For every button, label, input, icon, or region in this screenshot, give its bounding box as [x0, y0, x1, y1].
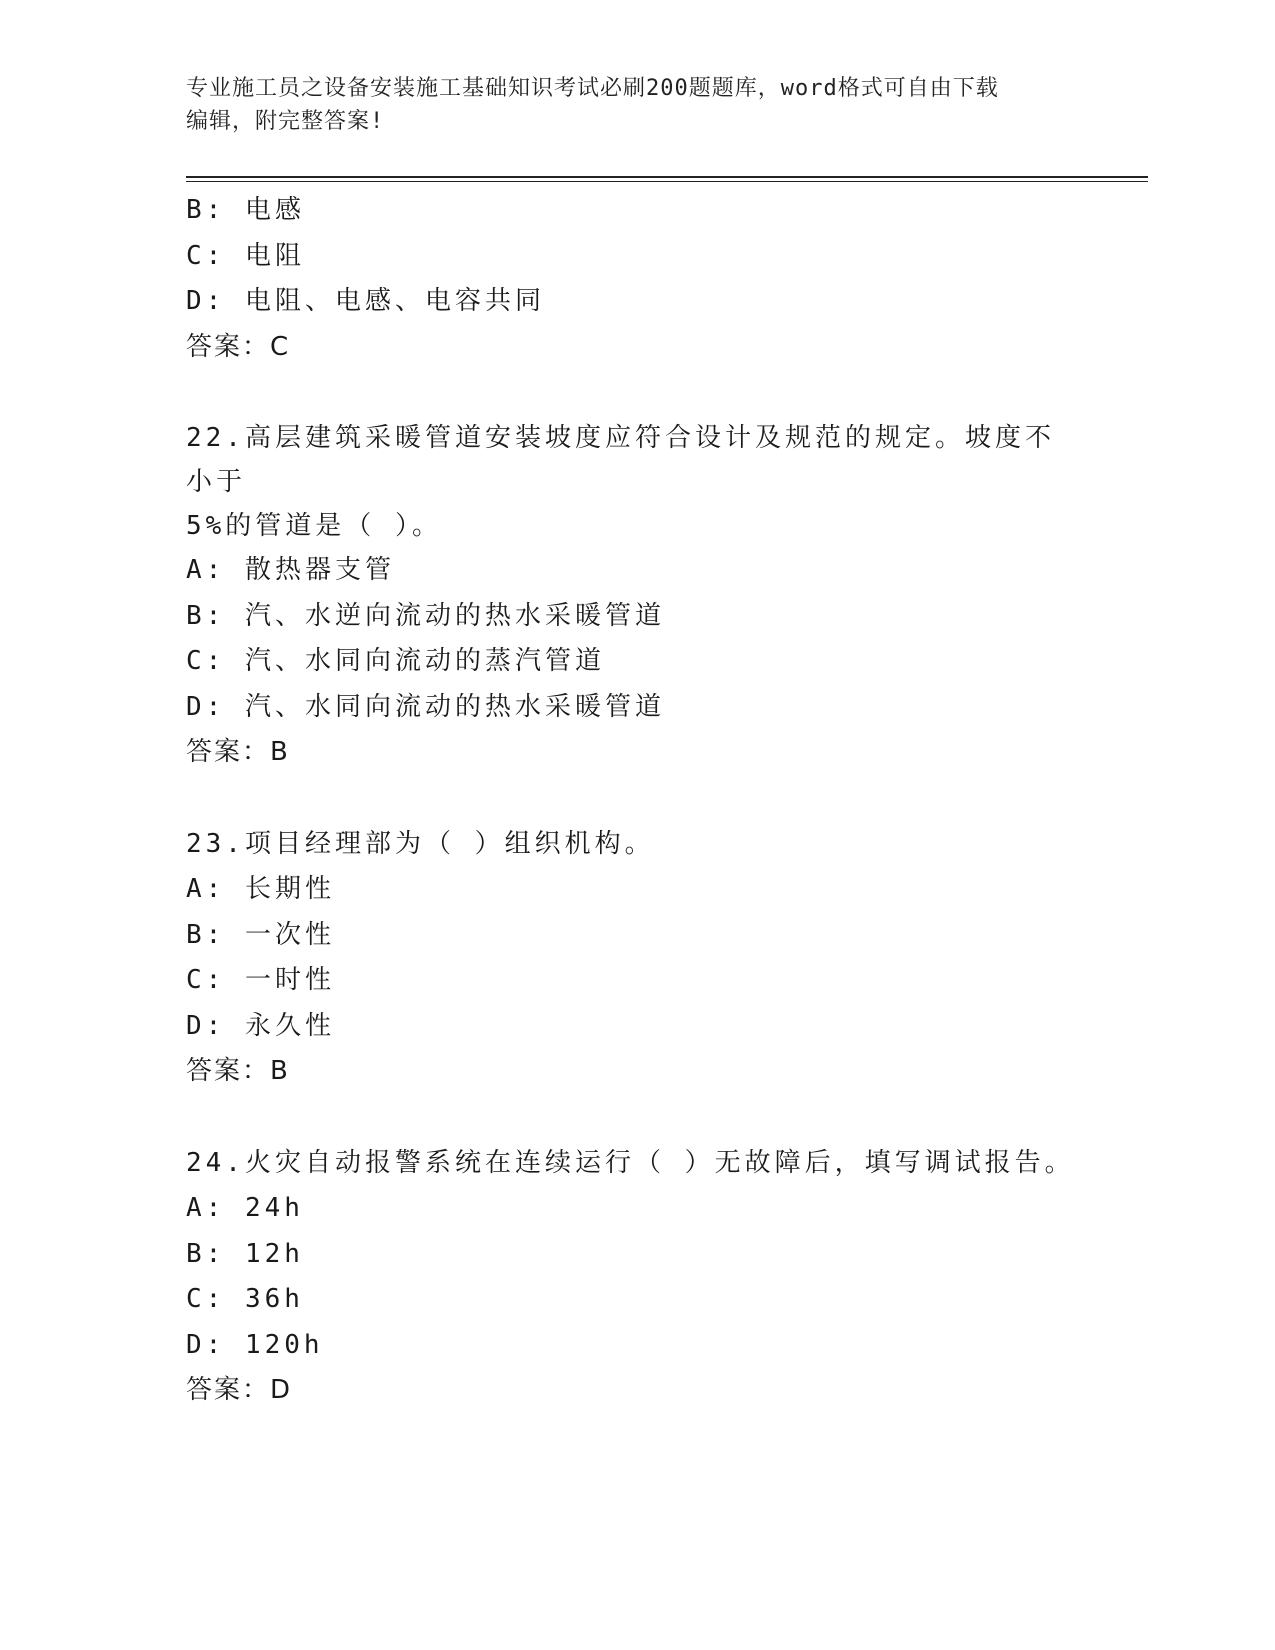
option-b: B: 电感: [186, 195, 305, 225]
option-a: A: 散热器支管: [186, 555, 395, 585]
question-22: [186, 416, 1086, 776]
question-text: 24.火灾自动报警系统在连续运行（ ）无故障后，填写调试报告。: [186, 1147, 1075, 1178]
document-header: [186, 72, 1086, 138]
option-b: B: 12h: [186, 1238, 304, 1269]
answer-line: 答案：D: [186, 1375, 293, 1405]
header-divider-thin: [186, 181, 1148, 182]
answer-line: 答案：B: [186, 737, 290, 767]
header-divider-thick: [186, 176, 1148, 178]
option-c: C: 汽、水同向流动的蒸汽管道: [186, 646, 605, 676]
header-title-line-2: 编辑，附完整答案!: [186, 109, 385, 134]
answer-line: 答案：B: [186, 1056, 290, 1086]
option-c: C: 36h: [186, 1284, 304, 1314]
option-a: A: 24h: [186, 1193, 304, 1223]
option-d: D: 汽、水同向流动的热水采暖管道: [186, 691, 665, 722]
option-c: C: 一时性: [186, 965, 335, 995]
option-d: D: 电阻、电感、电容共同: [186, 286, 545, 316]
option-d: D: 永久性: [186, 1010, 335, 1041]
question-text-line-2: 5%的管道是（ ）。: [186, 511, 442, 541]
question-24: [186, 1141, 1086, 1414]
answer-line: 答案：C: [186, 331, 291, 362]
header-title-line-1: 专业施工员之设备安装施工基础知识考试必刷200题题库，word格式可自由下载: [186, 76, 999, 101]
option-a: A: 长期性: [186, 874, 335, 904]
option-d: D: 120h: [186, 1329, 324, 1360]
option-b: B: 一次性: [186, 919, 335, 950]
option-c: C: 电阻: [186, 240, 305, 271]
question-21-partial: [186, 188, 1086, 370]
question-23: [186, 822, 1086, 1095]
question-text-line-1: 22.高层建筑采暖管道安装坡度应符合设计及规范的规定。坡度不小于: [186, 423, 1055, 497]
question-list: [186, 188, 1086, 1414]
question-text: 23.项目经理部为（ ）组织机构。: [186, 828, 655, 859]
question-text: [186, 416, 1066, 548]
option-b: B: 汽、水逆向流动的热水采暖管道: [186, 600, 665, 631]
